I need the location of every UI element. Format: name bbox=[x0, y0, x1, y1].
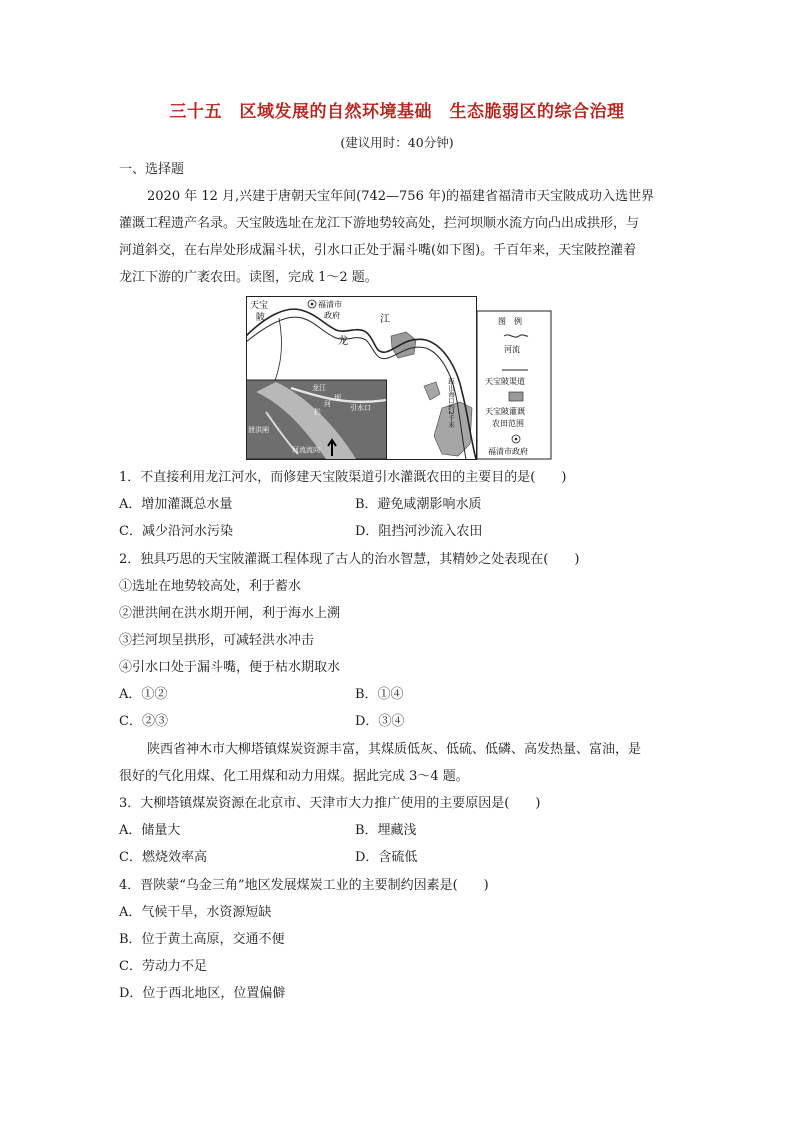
q2-option-b: B．①④ bbox=[355, 687, 404, 702]
tianbaopi-map bbox=[246, 296, 552, 460]
legend-river: 河流 bbox=[504, 345, 520, 354]
label-tianbaopi-2: 陂 bbox=[256, 313, 266, 323]
legend-farm-2: 农田范围 bbox=[492, 419, 524, 428]
label-tianbaopi-1: 天宝 bbox=[250, 301, 269, 311]
intro1-line4: 龙江下游的广袤农田。读图，完成 1～2 题。 bbox=[119, 270, 378, 285]
q4-option-d: D．位于西北地区，位置偏僻 bbox=[119, 986, 286, 1001]
q2-option-c: C．②③ bbox=[119, 714, 168, 729]
q3-stem: 3．大柳塔镇煤炭资源在北京市、天津市大力推广使用的主要原因是( ) bbox=[119, 796, 541, 811]
legend-gov: 福清市政府 bbox=[488, 447, 528, 456]
inset-longjiang: 龙江 bbox=[312, 384, 326, 392]
label-gov-2: 政府 bbox=[324, 311, 340, 320]
label-sea-distance: 距出海口约2千米 bbox=[447, 378, 455, 428]
q1-option-b: B．避免咸潮影响水质 bbox=[355, 497, 482, 512]
legend-farm-1: 天宝陂灌溉 bbox=[485, 407, 525, 416]
q3-option-a: A．储量大 bbox=[119, 823, 181, 838]
q2-statement-1: ①选址在地势较高处，利于蓄水 bbox=[119, 579, 302, 594]
q4-option-c: C．劳动力不足 bbox=[119, 959, 207, 974]
intro2-line1: 陕西省神木市大柳塔镇煤炭资源丰富，其煤质低灰、低硫、低磷、高发热量、富油，是 bbox=[147, 742, 642, 757]
inset-dam-1: 拦 bbox=[314, 408, 321, 416]
section-heading: 一、选择题 bbox=[119, 162, 185, 177]
legend-title: 图 例 bbox=[498, 317, 522, 326]
q4-stem: 4．晋陕蒙“乌金三角”地区发展煤炭工业的主要制约因素是( ) bbox=[119, 878, 489, 893]
q1-option-d: D．阻挡河沙流入农田 bbox=[355, 524, 483, 539]
q1-stem: 1．不直接利用龙江河水，而修建天宝陂渠道引水灌溉农田的主要目的是( ) bbox=[119, 470, 567, 485]
q2-statement-2: ②泄洪闸在洪水期开闸，利于海水上溯 bbox=[119, 606, 341, 621]
intro2-line2: 很好的气化用煤、化工用煤和动力用煤。据此完成 3～4 题。 bbox=[119, 769, 469, 784]
inset-intake: 引水口 bbox=[350, 404, 371, 412]
q1-option-c: C．减少沿河水污染 bbox=[119, 524, 233, 539]
intro1-line1: 2020 年 12 月,兴建于唐朝天宝年间(742—756 年)的福建省福清市天宝陂成功入选世界 bbox=[147, 189, 655, 204]
intro1-line2: 灌溉工程遗产名录。天宝陂选址在龙江下游地势较高处，拦河坝顺水流方向凸出成拱形，与 bbox=[119, 216, 640, 231]
intro1-line3: 河道斜交，在右岸处形成漏斗状，引水口正处于漏斗嘴(如下图)。千百年来，天宝陂控灌着 bbox=[119, 243, 637, 258]
suggested-time: (建议用时：40分钟) bbox=[340, 135, 454, 150]
label-jiang: 江 bbox=[380, 314, 390, 325]
legend-canal: 天宝陂渠道 bbox=[485, 377, 525, 386]
label-long: 龙 bbox=[338, 336, 348, 347]
q2-option-d: D．③④ bbox=[355, 714, 405, 729]
q3-option-d: D．含硫低 bbox=[355, 850, 418, 865]
q2-stem: 2．独具巧思的天宝陂灌溉工程体现了古人的治水智慧，其精妙之处表现在( ) bbox=[119, 552, 580, 567]
label-gov-1: 福清市 bbox=[318, 300, 342, 309]
q2-statement-4: ④引水口处于漏斗嘴，便于枯水期取水 bbox=[119, 660, 341, 675]
q4-option-b: B．位于黄土高原，交通不便 bbox=[119, 932, 285, 947]
q2-statement-3: ③拦河坝呈拱形，可减轻洪水冲击 bbox=[119, 633, 315, 648]
page-title: 三十五 区域发展的自然环境基础 生态脆弱区的综合治理 bbox=[169, 102, 625, 122]
inset-flow: 河流流向 bbox=[292, 446, 320, 454]
inset-sluice: 泄洪闸 bbox=[248, 426, 269, 434]
q4-option-a: A．气候干旱，水资源短缺 bbox=[119, 905, 272, 920]
q3-option-c: C．燃烧效率高 bbox=[119, 850, 207, 865]
q2-option-a: A．①② bbox=[119, 687, 168, 702]
q3-option-b: B．埋藏浅 bbox=[355, 823, 417, 838]
q1-option-a: A．增加灌溉总水量 bbox=[119, 497, 233, 512]
inset-dam-2: 河 bbox=[324, 400, 331, 408]
inset-dam-3: 坝 bbox=[334, 394, 341, 402]
